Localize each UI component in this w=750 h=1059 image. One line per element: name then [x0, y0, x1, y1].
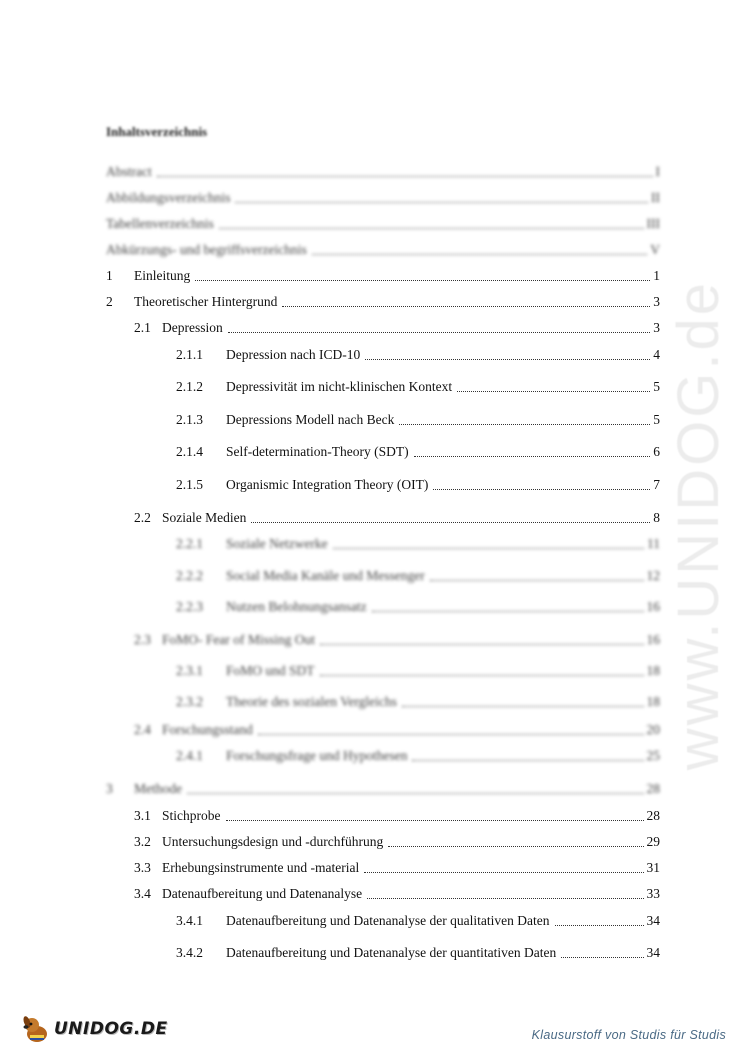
toc-entry-label: Self-determination-Theory (SDT) — [226, 444, 409, 459]
toc-entry-label: Theoretischer Hintergrund — [134, 294, 278, 309]
toc-entry[interactable] — [134, 858, 660, 878]
toc-entry[interactable] — [106, 266, 660, 286]
toc-entry-number: 3.2 — [134, 834, 151, 849]
toc-entry[interactable] — [176, 692, 660, 712]
toc-entry-page: 1 — [653, 268, 660, 283]
toc-entry-number: 2.1.3 — [176, 412, 203, 427]
dot-leader — [258, 733, 644, 735]
dot-leader — [399, 423, 650, 425]
dot-leader — [219, 227, 644, 229]
dog-mascot-icon — [20, 1013, 52, 1045]
toc-entry[interactable] — [106, 240, 660, 260]
toc-entry-page: 3 — [653, 294, 660, 309]
toc-entry-label: FoMO- Fear of Missing Out — [162, 632, 316, 647]
toc-entry-page: 20 — [646, 722, 660, 737]
dot-leader — [187, 792, 644, 794]
toc-entry[interactable] — [176, 410, 660, 430]
toc-entry-page: 8 — [653, 510, 660, 525]
toc-entry-number: 3.1 — [134, 808, 151, 823]
toc-entry-number: 3.4 — [134, 886, 151, 901]
dot-leader — [195, 279, 650, 281]
toc-entry-page: 34 — [646, 913, 660, 928]
dot-leader — [457, 390, 650, 392]
toc-entry-label: Methode — [134, 781, 182, 796]
dot-leader — [561, 956, 643, 958]
toc-entry[interactable] — [176, 597, 660, 617]
toc-entry-page: 31 — [646, 860, 660, 875]
toc-entry-page: 3 — [653, 320, 660, 335]
toc-entry[interactable] — [176, 377, 660, 397]
dot-leader — [402, 705, 644, 707]
toc-entry[interactable] — [176, 566, 660, 586]
toc-entry-number: 2 — [106, 294, 113, 309]
dot-leader — [388, 845, 643, 847]
toc-entry[interactable] — [106, 162, 660, 182]
toc-entry[interactable] — [134, 508, 660, 528]
toc-entry-label: Depression — [162, 320, 223, 335]
toc-entry[interactable] — [134, 806, 660, 826]
toc-entry-label: Tabellenverzeichnis — [106, 216, 214, 231]
toc-entry-number: 2.2 — [134, 510, 151, 525]
toc-entry-page: 12 — [646, 568, 660, 583]
toc-entry-number: 2.3 — [134, 632, 151, 647]
dot-leader — [412, 759, 643, 761]
toc-entry[interactable] — [176, 345, 660, 365]
toc-entry-label: Abbildungsverzeichnis — [106, 190, 231, 205]
toc-entry-number: 2.4.1 — [176, 748, 203, 763]
toc-entry-page: I — [655, 164, 660, 179]
toc-entry-number: 2.1.1 — [176, 347, 203, 362]
dot-leader — [433, 488, 650, 490]
toc-entry-label: Datenaufbereitung und Datenanalyse — [162, 886, 363, 901]
toc-entry[interactable] — [134, 832, 660, 852]
dot-leader — [320, 674, 644, 676]
toc-entry-label: Abstract — [106, 164, 152, 179]
toc-entry-label: Erhebungsinstrumente und -material — [162, 860, 360, 875]
dot-leader — [312, 253, 648, 255]
toc-entry[interactable] — [176, 534, 660, 554]
toc-entry[interactable] — [176, 661, 660, 681]
toc-entry-page: III — [646, 216, 660, 231]
dot-leader — [430, 579, 644, 581]
toc-entry[interactable] — [134, 318, 660, 338]
toc-entry-page: 25 — [646, 748, 660, 763]
toc-entry-page: 5 — [653, 379, 660, 394]
dot-leader — [372, 610, 644, 612]
toc-entry-page: 6 — [653, 444, 660, 459]
toc-entry-label: Datenaufbereitung und Datenanalyse der qualitativen Daten — [226, 913, 550, 928]
toc-entry-label: Organismic Integration Theory (OIT) — [226, 477, 429, 492]
unidog-logo[interactable] — [20, 1012, 168, 1046]
toc-entry-label: Depressivität im nicht-klinischen Kontext — [226, 379, 453, 394]
toc-entry-page: 16 — [646, 632, 660, 647]
toc-entry-number: 1 — [106, 268, 113, 283]
dot-leader — [235, 201, 648, 203]
toc-entry-label: Stichprobe — [162, 808, 221, 823]
toc-entry[interactable] — [134, 720, 660, 740]
toc-entry-label: Social Media Kanäle und Messenger — [226, 568, 425, 583]
toc-entry[interactable] — [176, 746, 660, 766]
dot-leader — [320, 643, 643, 645]
toc-entry-page: 34 — [646, 945, 660, 960]
dot-leader — [226, 819, 644, 821]
toc-entry-page: 29 — [646, 834, 660, 849]
toc-entry-page: 33 — [646, 886, 660, 901]
toc-entry-page: 4 — [653, 347, 660, 362]
toc-entry-number: 3.4.1 — [176, 913, 203, 928]
toc-entry[interactable] — [106, 779, 660, 799]
toc-title: Inhaltsverzeichnis — [106, 124, 208, 139]
dot-leader — [414, 455, 651, 457]
toc-entry-page: 16 — [646, 599, 660, 614]
toc-entry-label: Depressions Modell nach Beck — [226, 412, 395, 427]
toc-entry[interactable] — [134, 630, 660, 650]
toc-entry[interactable] — [176, 442, 660, 462]
toc-entry-label: Forschungsfrage und Hypothesen — [226, 748, 408, 763]
toc-entry-number: 3.3 — [134, 860, 151, 875]
toc-entry-page: 7 — [653, 477, 660, 492]
toc-entry-label: FoMO und SDT — [226, 663, 315, 678]
dot-leader — [365, 358, 650, 360]
toc-entry-page: V — [650, 242, 660, 257]
dot-leader — [364, 871, 643, 873]
toc-entry-number: 2.1.4 — [176, 444, 203, 459]
toc-entry-label: Soziale Medien — [162, 510, 247, 525]
toc-entry[interactable] — [106, 214, 660, 234]
toc-entry-number: 3 — [106, 781, 113, 796]
toc-entry[interactable] — [106, 188, 660, 208]
toc-entry-number: 2.3.2 — [176, 694, 203, 709]
toc-entry-page: 18 — [646, 694, 660, 709]
toc-entry-number: 2.1 — [134, 320, 151, 335]
logo-text: UNIDOG.DE — [54, 1019, 168, 1039]
dot-leader — [228, 331, 651, 333]
dot-leader — [282, 305, 650, 307]
toc-entry-page: 18 — [646, 663, 660, 678]
toc-entry-label: Datenaufbereitung und Datenanalyse der quantitativen Daten — [226, 945, 557, 960]
toc-entry-page: 5 — [653, 412, 660, 427]
dot-leader — [367, 897, 643, 899]
toc-entry-page: II — [651, 190, 660, 205]
toc-entry-label: Nutzen Belohnungsansatz — [226, 599, 367, 614]
toc-entry-label: Depression nach ICD-10 — [226, 347, 361, 362]
toc-entry-number: 2.1.5 — [176, 477, 203, 492]
toc-entry-number: 2.2.1 — [176, 536, 203, 551]
toc-entry-page: 28 — [646, 808, 660, 823]
toc-entry-number: 2.1.2 — [176, 379, 203, 394]
toc-entry-page: 28 — [646, 781, 660, 796]
toc-entry-number: 2.4 — [134, 722, 151, 737]
toc-entry-label: Einleitung — [134, 268, 191, 283]
toc-entry[interactable] — [106, 292, 660, 312]
toc-entry[interactable] — [176, 475, 660, 495]
toc-entry-label: Soziale Netzwerke — [226, 536, 328, 551]
toc-entry-number: 3.4.2 — [176, 945, 203, 960]
toc-entry-label: Untersuchungsdesign und -durchführung — [162, 834, 384, 849]
toc-entry-number: 2.3.1 — [176, 663, 203, 678]
toc-entry[interactable] — [176, 911, 660, 931]
dot-leader — [333, 547, 644, 549]
toc-entry-page: 11 — [647, 536, 660, 551]
toc-entry-label: Theorie des sozialen Vergleichs — [226, 694, 397, 709]
toc-entry-number: 2.2.3 — [176, 599, 203, 614]
toc-entry-label: Abkürzungs- und begriffsverzeichnis — [106, 242, 307, 257]
toc-entry[interactable] — [134, 884, 660, 904]
footer-slogan: Klausurstoff von Studis für Studis — [531, 1028, 726, 1042]
toc-entry-number: 2.2.2 — [176, 568, 203, 583]
toc-entry[interactable] — [176, 943, 660, 963]
watermark: www.UNIDOG.de — [666, 280, 731, 771]
dot-leader — [555, 924, 644, 926]
dot-leader — [251, 521, 650, 523]
toc-entry-label: Forschungsstand — [162, 722, 253, 737]
dot-leader — [157, 175, 653, 177]
